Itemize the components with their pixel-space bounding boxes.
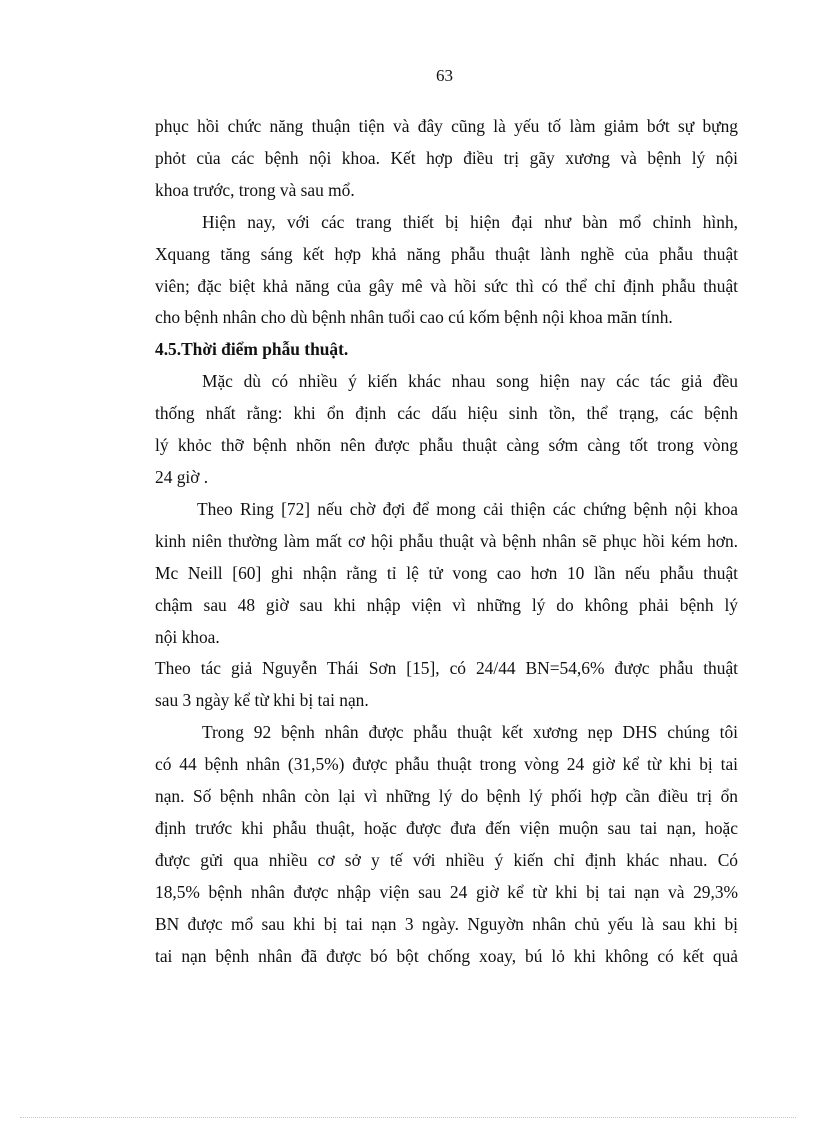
paragraph-5: [155, 653, 738, 717]
text-line: Theo Ring [72] nếu chờ đợi để mong cải thiện các chứng bệnh nội khoa: [197, 498, 738, 519]
text-line: lý khỏc thỡ bệnh nhõn nên được phẫu thuật càng sớm càng tốt trong vòng: [155, 435, 738, 456]
paragraph-6: [155, 717, 738, 972]
text-line: phục hồi chức năng thuận tiện và đây cũng là yếu tố làm giảm bớt sự bựng: [155, 116, 738, 136]
text-line: Hiện nay, với các trang thiết bị hiện đại như bàn mổ chỉnh hình,: [202, 211, 738, 232]
text-line: Theo tác giả Nguyễn Thái Sơn [15], có 24/44 BN=54,6% được phẫu thuật: [155, 658, 738, 679]
text-line: thống nhất rằng: khi ổn định các dấu hiệu sinh tồn, thể trạng, các bệnh: [155, 403, 738, 424]
text-line: khoa trước, trong và sau mổ.: [155, 179, 355, 200]
page-number: 63: [436, 66, 453, 85]
text-line: viên; đặc biệt khả năng của gây mê và hồi sức thì có thể chỉ định phẫu thuật: [155, 275, 738, 296]
section-heading-text: 4.5.Thời điểm phẫu thuật.: [155, 339, 349, 360]
text-line: BN được mổ sau khi bị tai nạn 3 ngày. Nguyờn nhân chủ yếu là sau khi bị: [155, 913, 738, 934]
text-line: phỏt của các bệnh nội khoa. Kết hợp điều trị gãy xương và bệnh lý nội: [155, 147, 738, 168]
text-line: 24 giờ .: [155, 466, 209, 487]
paragraph-1: [155, 111, 738, 207]
text-line: chậm sau 48 giờ sau khi nhập viện vì những lý do không phải bệnh lý: [155, 594, 738, 615]
text-line: Trong 92 bệnh nhân được phẫu thuật kết xương nẹp DHS chúng tôi: [202, 722, 738, 743]
text-line: cho bệnh nhân cho dù bệnh nhân tuổi cao cú kốm bệnh nội khoa mãn tính.: [155, 307, 673, 328]
text-line: Xquang tăng sáng kết hợp khả năng phẫu thuật lành nghề của phẫu thuật: [155, 243, 738, 264]
text-line: sau 3 ngày kể từ khi bị tai nạn.: [155, 690, 369, 711]
text-line: định trước khi phẫu thuật, hoặc được đưa đến viện muộn sau tai nạn, hoặc: [155, 817, 738, 838]
section-heading: [155, 334, 738, 366]
paragraph-4: [155, 494, 738, 654]
text-line: nạn. Số bệnh nhân còn lại vì những lý do bệnh lý phối hợp cần điều trị ổn: [155, 786, 738, 807]
text-line: nội khoa.: [155, 626, 220, 647]
text-line: 18,5% bệnh nhân được nhập viện sau 24 giờ kể từ khi bị tai nạn và 29,3%: [155, 881, 738, 902]
paragraph-2: [155, 207, 738, 335]
text-line: được gửi qua nhiều cơ sở y tế với nhiều ý kiến chỉ định khác nhau. Có: [155, 849, 738, 870]
page-bottom-divider: [20, 1117, 796, 1118]
text-line: tai nạn bệnh nhân đã được bó bột chống xoay, bú lỏ khi không có kết quả: [155, 945, 738, 966]
text-line: có 44 bệnh nhân (31,5%) được phẫu thuật trong vòng 24 giờ kể từ khi bị tai: [155, 754, 738, 775]
text-line: Mặc dù có nhiều ý kiến khác nhau song hiện nay các tác giả đều: [202, 371, 738, 392]
text-line: kinh niên thường làm mất cơ hội phẫu thuật và bệnh nhân sẽ phục hồi kém hơn.: [155, 530, 738, 551]
text-line: Mc Neill [60] ghi nhận rằng tỉ lệ tử vong cao hơn 10 lần nếu phẫu thuật: [155, 562, 738, 583]
body-text: [155, 111, 738, 972]
paragraph-3: [155, 366, 738, 494]
